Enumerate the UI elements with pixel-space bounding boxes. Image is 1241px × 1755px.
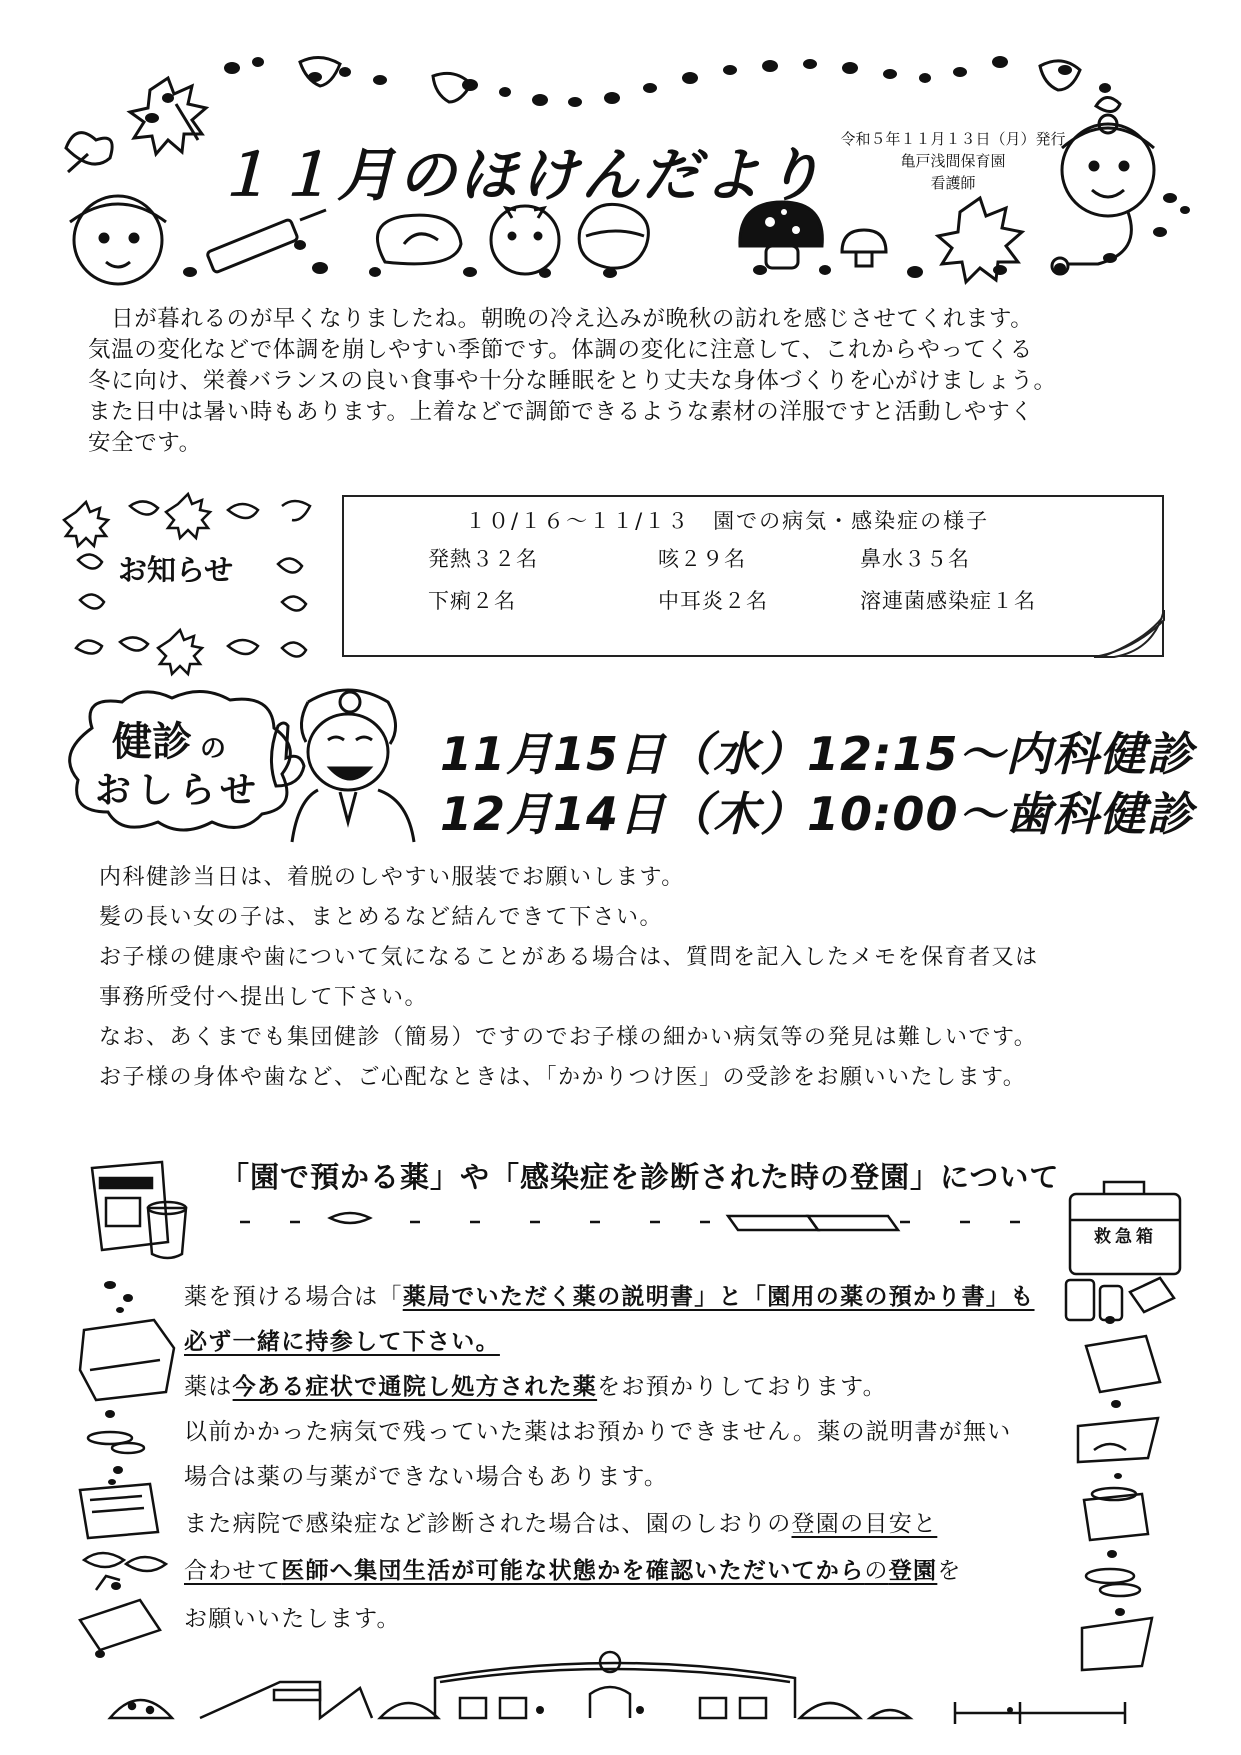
medicine-underline: の	[864, 1558, 889, 1584]
medicine-text: を	[937, 1558, 962, 1584]
medicine-emphasis: 医師へ集団生活が可能な状態かを確認いただいてから	[281, 1558, 865, 1584]
bubble-title: 健診	[112, 719, 192, 765]
page-title: １１月のほけんだより	[215, 141, 826, 209]
intro-line: 日が暮れるのが早くなりましたね。朝晩の冷え込みが晩秋の訪れを感じさせてくれます。	[88, 306, 1034, 332]
checkup-note: お子様の身体や歯など、ご心配なときは、「かかりつけ医」の受診をお願いいたします。	[99, 1065, 1027, 1090]
medicine-heading: 「園で預かる薬」や「感染症を診断された時の登園」について	[220, 1160, 1060, 1194]
issue-info	[818, 128, 1088, 194]
medicine-text: をお預かりしております。	[597, 1374, 887, 1400]
checkup-note: 事務所受付へ提出して下さい。	[99, 985, 429, 1010]
checkup-note: 髪の長い女の子は、まとめるなど結んできて下さい。	[99, 905, 664, 930]
notice-item: 溶連菌感染症１名	[860, 589, 1036, 613]
page-curl	[1094, 610, 1164, 660]
checkup-notes	[99, 858, 1174, 1098]
first-aid-label: 救急箱	[1094, 1227, 1157, 1247]
medicine-emphasis: 今ある症状で通院し処方された薬	[232, 1374, 598, 1400]
medicine-line: お願いいたします。	[184, 1606, 401, 1632]
author: 看護師	[930, 174, 976, 192]
medicine-emphasis: 薬局でいただく薬の説明書」と「園用の薬の預かり書」も	[402, 1284, 1035, 1310]
notice-item: 鼻水３５名	[860, 547, 970, 571]
bubble-subtitle: おしらせ	[95, 770, 262, 811]
organization-name: 亀戸浅間保育園	[900, 152, 1006, 170]
medicine-underline: 登園の目安と	[791, 1511, 938, 1537]
medicine-line	[184, 1278, 1084, 1311]
checkup-note: 内科健診当日は、着脱のしやすい服装でお願いします。	[99, 865, 685, 890]
bubble-particle: の	[200, 734, 227, 764]
medicine-line	[184, 1368, 1084, 1401]
medicine-text: 薬を預ける場合は「	[184, 1284, 403, 1310]
medicine-emphasis: 必ず一緒に持参して下さい。	[184, 1329, 500, 1355]
medicine-text: また病院で感染症など診断された場合は、園のしおりの	[184, 1511, 792, 1537]
intro-line: また日中は暑い時もあります。上着などで調節できるような素材の洋服ですと活動しやすく	[88, 399, 1034, 425]
checkup-internal-medicine: 11月15日（水）12:15～内科健診	[440, 727, 1194, 781]
checkup-dental: 12月14日（木）10:00～歯科健診	[440, 787, 1194, 841]
notice-label: お知らせ	[118, 553, 234, 587]
intro-line: 安全です。	[88, 430, 202, 456]
medicine-text: 薬は	[184, 1374, 233, 1400]
notice-item: 咳２９名	[658, 547, 746, 571]
intro-paragraph	[88, 304, 1163, 459]
checkup-note: お子様の健康や歯について気になることがある場合は、質問を記入したメモを保育者又は	[99, 945, 1039, 970]
notice-item: 発熱３２名	[428, 547, 538, 571]
checkup-note: なお、あくまでも集団健診（簡易）ですのでお子様の細かい病気等の発見は難しいです。	[99, 1025, 1038, 1050]
issue-date: 令和５年１１月１３日（月）発行	[840, 130, 1066, 148]
doctor-illustration	[258, 682, 418, 842]
notice-title: １０/１６～１１/１３ 園での病気・感染症の様子	[465, 509, 990, 533]
intro-line: 気温の変化などで体調を崩しやすい季節です。体調の変化に注意して、これからやってくる	[88, 337, 1033, 363]
notice-item: 下痢２名	[428, 589, 516, 613]
medicine-emphasis: 登園	[888, 1558, 938, 1584]
medicine-line	[184, 1323, 1084, 1356]
medicine-line: 場合は薬の与薬ができない場合もあります。	[184, 1464, 669, 1490]
medicine-underline: 合わせて	[184, 1558, 282, 1584]
medicine-line: 以前かかった病気で残っていた薬はお預かりできません。薬の説明書が無い	[184, 1419, 1012, 1445]
notice-item: 中耳炎２名	[658, 589, 768, 613]
medicine-line	[184, 1552, 1084, 1585]
intro-line: 冬に向け、栄養バランスの良い食事や十分な睡眠をとり丈夫な身体づくりを心がけましょう。	[88, 368, 1057, 394]
medicine-line	[184, 1505, 1084, 1538]
